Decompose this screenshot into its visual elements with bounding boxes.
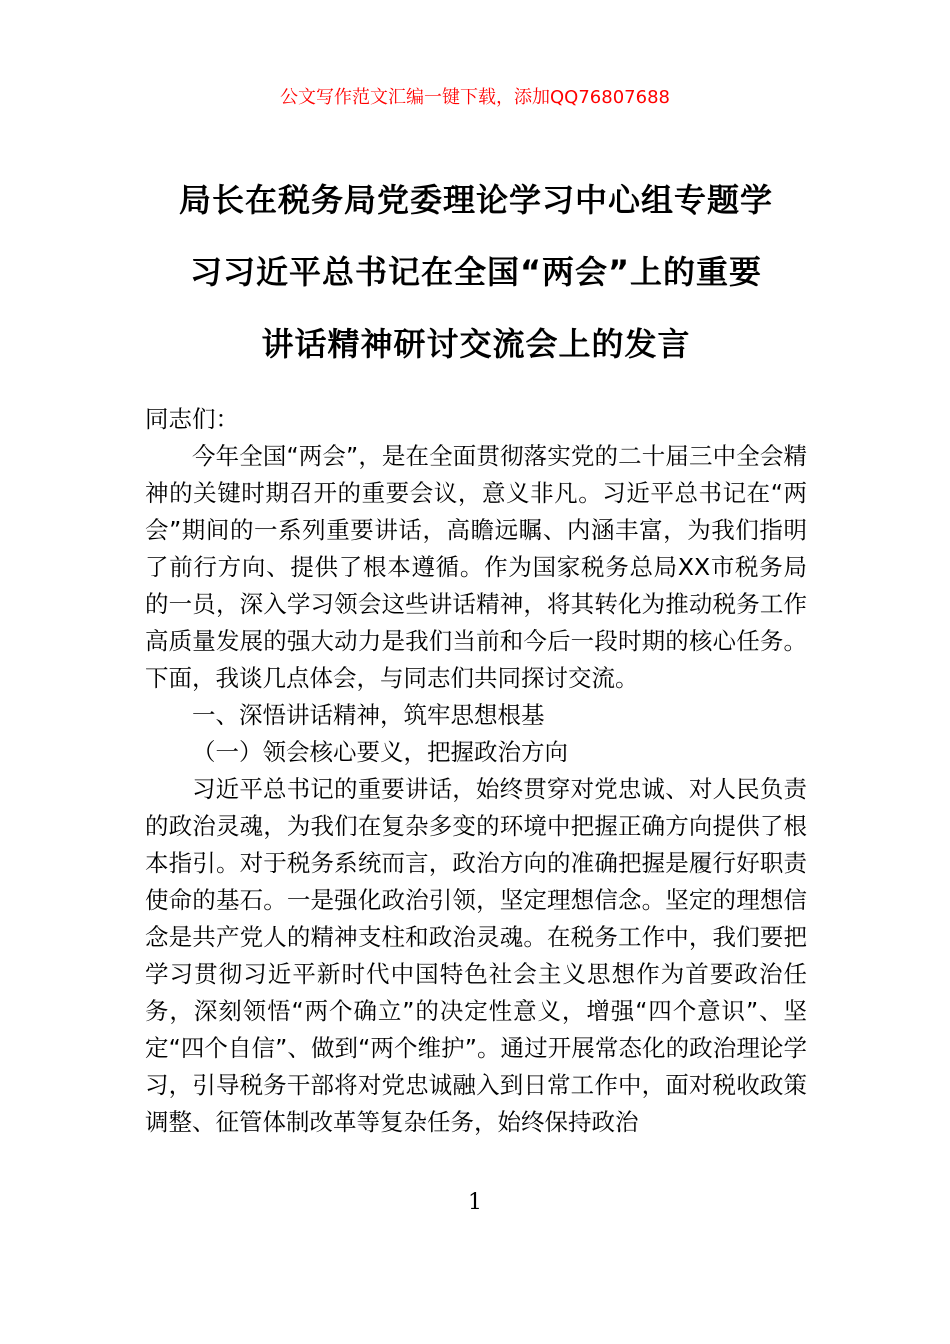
download-banner: 公文写作范文汇编一键下载，添加QQ76807688 xyxy=(280,87,670,108)
title-line-1: 局长在税务局党委理论学习中心组专题学 xyxy=(178,181,773,219)
page-number: 1 xyxy=(468,1190,482,1215)
document-title xyxy=(150,164,802,380)
salutation: 同志们： xyxy=(145,405,239,433)
paragraph-intro: 今年全国“两会”，是在全面贯彻落实党的二十届三中全会精神的关键时期召开的重要会议，意义非凡。习近平总书记在“两会”期间的一系列重要讲话，高瞻远瞩、内涵丰富，为我们指明了前行方向、提供了根本遵循。作为国家税务总局XX市税务局的一员，深入学习领会这些讲话精神，将其转化为推动税务工作高质量发展的强大动力是我们当前和今后一段时期的核心任务。下面，我谈几点体会，与同志们共同探讨交流。 xyxy=(145,442,807,692)
subsection-heading-1: （一）领会核心要义，把握政治方向 xyxy=(192,738,568,766)
document-body xyxy=(145,401,807,1141)
section-heading-1: 一、深悟讲话精神，筑牢思想根基 xyxy=(192,701,545,729)
paragraph-body: 习近平总书记的重要讲话，始终贯穿对党忠诚、对人民负责的政治灵魂，为我们在复杂多变的环境中把握正确方向提供了根本指引。对于税务系统而言，政治方向的准确把握是履行好职责使命的基石。一是强化政治引领，坚定理想信念。坚定的理想信念是共产党人的精神支柱和政治灵魂。在税务工作中，我们要把学习贯彻习近平新时代中国特色社会主义思想作为首要政治任务，深刻领悟“两个确立”的决定性意义，增强“四个意识”、坚定“四个自信”、做到“两个维护”。通过开展常态化的政治理论学习，引导税务干部将对党忠诚融入到日常工作中，面对税收政策调整、征管体制改革等复杂任务，始终保持政治 xyxy=(145,775,807,1136)
title-line-2: 习习近平总书记在全国“两会”上的重要 xyxy=(189,253,763,291)
title-line-3: 讲话精神研讨交流会上的发言 xyxy=(261,325,691,363)
